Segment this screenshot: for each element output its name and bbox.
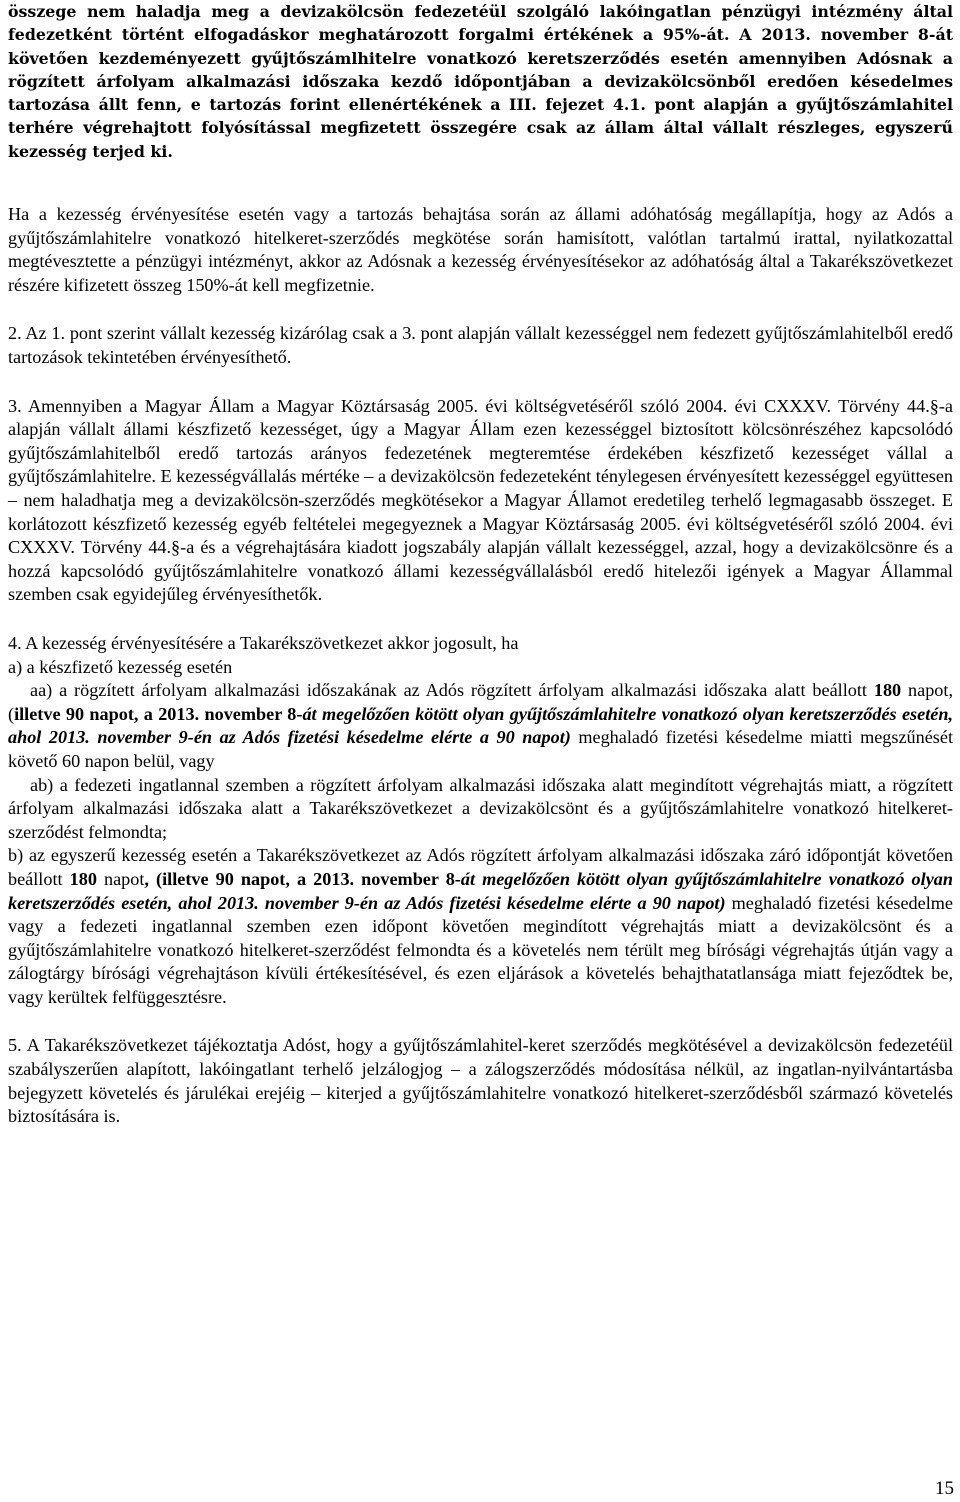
- para-4aa-days: 180: [873, 680, 902, 701]
- paragraph-4ab: [8, 774, 953, 845]
- paragraph-3: 3. Amennyiben a Magyar Állam a Magyar Köztársaság 2005. évi költségvetéséről szóló 2004. évi CXXXV. Törvény 44.§-a alapján vállalt állami készfizető kezességet, úgy a Magyar Állam ezen kezességgel biztosított kölcsönrészéhez kapcsolódó gyűjtőszámlahitelből eredő tartozás arányos fedezetének megteremtése érdekében készfizető kezességet vállal a gyűjtőszámlahitelre. E kezességvállalás mértéke – a devizakölcsön fedezeteként ténylegesen érvényesített kezességgel együttesen – nem haladhatja meg a devizakölcsön-szerződés megkötésekor a Magyar Államot eredetileg terhelő legmagasabb összeget. E korlátozott készfizető kezesség egyéb feltételei megegyeznek a Magyar Köztársaság 2005. évi költségvetéséről szóló 2004. évi CXXXV. Törvény 44.§-a és a végrehajtására kiadott jogszabály alapján vállalt kezességgel, azzal, hogy a devizakölcsönre és a hozzá kapcsolódó gyűjtőszámlahitelre vonatkozó állami kezességvállalásból eredő hitelezői igények a Magyar Állammal szemben csak egyidejűleg érvényesíthetők.: [8, 395, 953, 605]
- spacer: [8, 370, 953, 395]
- para-4b-days: 180: [69, 868, 97, 889]
- spacer: [8, 163, 953, 203]
- paragraph-2: 2. Az 1. pont szerint vállalt kezesség kizárólag csak a 3. pont alapján vállalt kezességgel nem fedezett gyűjtőszámlahitelből eredő tartozások tekintetében érvényesíthető.: [8, 323, 953, 368]
- spacer: [8, 1009, 953, 1034]
- para-4aa-bold-italic: át megelőzően kötött olyan gyűjtőszámlahitelre vonatkozó olyan keretszerződés esetén, ahol 2013. november 9-én az Adós fizetési késedelme elérte a 90 napot): [8, 703, 953, 748]
- para-4aa-text-2: napot, (: [8, 680, 953, 724]
- para-4b-bold: , (illetve 90 napot, a 2013. november 8-: [144, 868, 461, 889]
- para-4b-text-3: meghaladó fizetési késedelme vagy a fedezeti ingatlannal szemben ezen időpont követően megindított végrehajtás miatt a devizakölcsönt és a gyűjtőszámlahitelre vonatkozó hitelkeret-szerződést felmondta és a követelés nem térült meg bírósági végrehajtás útján vagy a zálogtárgy bírósági végrehajtáson kívüli értékesítésével, és ezen eljárások a követelés behajthatatlansága miatt fejeződtek be, vagy kerültek felfüggesztésre.: [8, 892, 953, 1007]
- paragraph-4a: a) a készfizető kezesség esetén: [8, 656, 233, 677]
- paragraph-4b: [8, 844, 953, 1009]
- para-4b-text-1: b) az egyszerű kezesség esetén a Takarékszövetkezet az Adós rögzített árfolyam alkalmazási időszaka záró időpontját követően beállott: [8, 845, 953, 889]
- spacer: [8, 607, 953, 632]
- paragraph-4aa: [8, 679, 953, 773]
- intro-bold-paragraph: összege nem haladja meg a devizakölcsön fedezetéül szolgáló lakóingatlan pénzügyi intézmény által fedezetként történt elfogadáskor meghatározott forgalmi értékének a 95%-át. A 2013. november 8-át követően kezdeményezett gyűjtőszámlhitelre vonatkozó keretszerződés esetén amennyiben Adósnak a rögzített árfolyam alkalmazási időszaka kezdő időpontjában a devizakölcsönből eredően késedelmes tartozása állt fenn, e tartozás forint ellenértékének a III. fejezet 4.1. pont alapján a gyűjtőszámlahitel terhére végrehajtott folyósítással megfizetett összegére csak az állam által vállalt részleges, egyszerű kezesség terjed ki.: [8, 2, 953, 161]
- para-4ab-text: ab) a fedezeti ingatlannal szemben a rögzített árfolyam alkalmazási időszaka alatt megindított végrehajtás miatt, a rögzített árfolyam alkalmazási időszaka alatt a Takarékszövetkezet a devizakölcsönt és a gyűjtőszámlahitelre vonatkozó hitelkeret-szerződést felmondta;: [8, 774, 953, 842]
- para-4aa-text-3: meghaladó fizetési késedelme miatti megszűnését követő 60 napon belül, vagy: [8, 727, 953, 771]
- paragraph-kezesseg-hamisitas: Ha a kezesség érvényesítése esetén vagy a tartozás behajtása során az állami adóhatóság megállapítja, hogy az Adós a gyűjtőszámlahitelre vonatkozó hitelkeret-szerződés megkötése során hamisított, valótlan tartalmú irattal, nyilatkozattal megtévesztette a pénzügyi intézményt, akkor az Adósnak a kezesség érvényesítésekor az adóhatóság által a Takarékszövetkezet részére kifizetett összeg 150%-át kell megfizetnie.: [8, 204, 953, 295]
- para-4aa-bold: illetve 90 napot, a 2013. november 8-: [14, 703, 303, 724]
- paragraph-5: 5. A Takarékszövetkezet tájékoztatja Adóst, hogy a gyűjtőszámlahitel-keret szerződés megkötésével a devizakölcsön fedezetéül szabályszerűen alapított, lakóingatlant terhelő jelzálogjog – a zálogszerződés módosítása nélkül, az ingatlan-nyilvántartásba bejegyzett követelés és járulékai erejéig – kiterjed a gyűjtőszámlahitelre vonatkozó hitelkeret-szerződésből származó követelés biztosítására is.: [8, 1035, 953, 1127]
- paragraph-4-heading: 4. A kezesség érvényesítésére a Takarékszövetkezet akkor jogosult, ha: [8, 632, 519, 653]
- para-4aa-text-1: aa) a rögzített árfolyam alkalmazási időszakának az Adós rögzített árfolyam alkalmazási időszaka alatt beállott: [30, 680, 874, 701]
- para-4b-bold-italic: át megelőzően kötött olyan gyűjtőszámlahitelre vonatkozó olyan keretszerződés esetén, ahol 2013. november 9-én az Adós fizetési késedelme elérte a 90 napot): [8, 868, 953, 913]
- page-number: 15: [935, 1478, 954, 1499]
- spacer: [8, 297, 953, 322]
- para-4b-text-2: napot: [96, 868, 145, 889]
